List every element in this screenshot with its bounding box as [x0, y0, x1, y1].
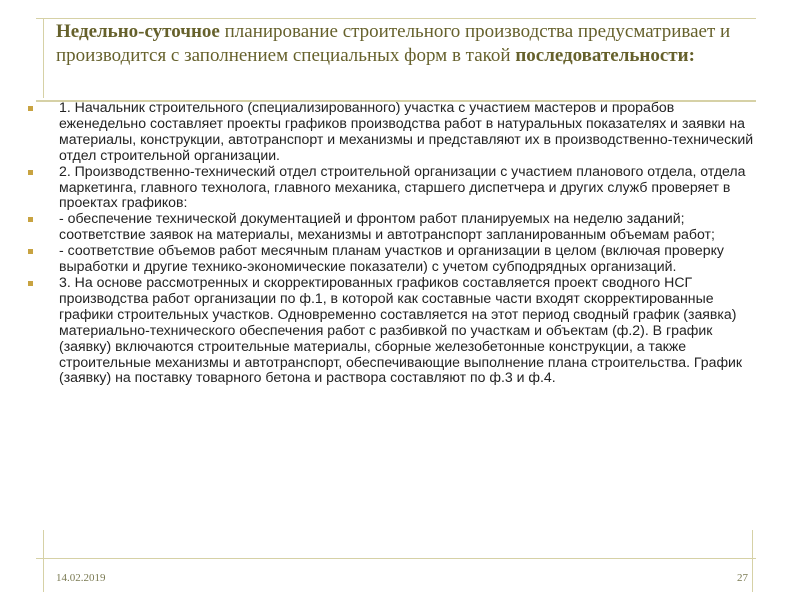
square-bullet-icon — [28, 170, 33, 175]
title-middle: планирование строительного производства предусматривает и производится с заполнением специальных форм в такой — [56, 21, 731, 66]
square-bullet-icon — [28, 249, 33, 254]
bottom-rule — [36, 558, 756, 559]
left-rule-top — [43, 18, 44, 98]
square-bullet-icon — [28, 217, 33, 222]
right-rule-bottom — [752, 530, 753, 592]
list-item-step-1 — [28, 100, 758, 164]
title-bold-end: последовательности: — [515, 45, 695, 66]
list-item-text: 1. Начальник строительного (специализированного) участка с участием мастеров и прорабов еженедельно составляет проекты графиков производства работ в натуральных показателях и заявки на материалы, конструкции, автотранспорт и механизмы и представляют их в производственно-технический отдел строительной организации. — [59, 99, 754, 163]
list-item-step-2 — [28, 164, 758, 212]
list-item-check-1 — [28, 211, 758, 243]
page-number: 27 — [737, 572, 748, 584]
left-rule-bottom — [43, 530, 44, 592]
title-bold-start: Недельно-суточное — [56, 21, 220, 42]
list-item-check-2 — [28, 243, 758, 275]
square-bullet-icon — [28, 281, 33, 286]
list-item-text: 2. Производственно-технический отдел строительной организации с участием планового отдела, отдела маркетинга, главного технолога, главного механика, старшего диспетчера и других служб проверяет в проектах графиков: — [59, 162, 746, 211]
slide-title — [56, 20, 736, 68]
list-item-text: - обеспечение технической документацией и фронтом работ планируемых на неделю заданий; соответствие заявок на материалы, механизмы и автотранспорт запланированным объемам работ; — [59, 210, 715, 243]
list-item-step-3 — [28, 275, 758, 386]
list-item-text: 3. На основе рассмотренных и скорректированных графиков составляется проект сводного НСГ производства работ организации по ф.1, в которой как составные части входят скорректированные графики строительных участков. Одновременно составляется на этот период сводный график (заявка) материально-технического обеспечения работ с разбивкой по участкам и объектам (ф.2). В график (заявку) включаются строительные материалы, сборные железобетонные конструкции, а также строительные механизмы и автотранспорт, обеспечивающие выполнение плана строительства. График (заявку) на поставку товарного бетона и раствора составляют по ф.3 и ф.4. — [59, 273, 743, 386]
top-rule — [36, 18, 756, 19]
content-list — [28, 100, 758, 386]
list-item-text: - соответствие объемов работ месячным планам участков и организации в целом (включая проверку выработки и другие технико-экономические показатели) с учетом субподрядных организаций. — [59, 242, 724, 275]
square-bullet-icon — [28, 106, 33, 111]
footer-date: 14.02.2019 — [56, 572, 106, 584]
